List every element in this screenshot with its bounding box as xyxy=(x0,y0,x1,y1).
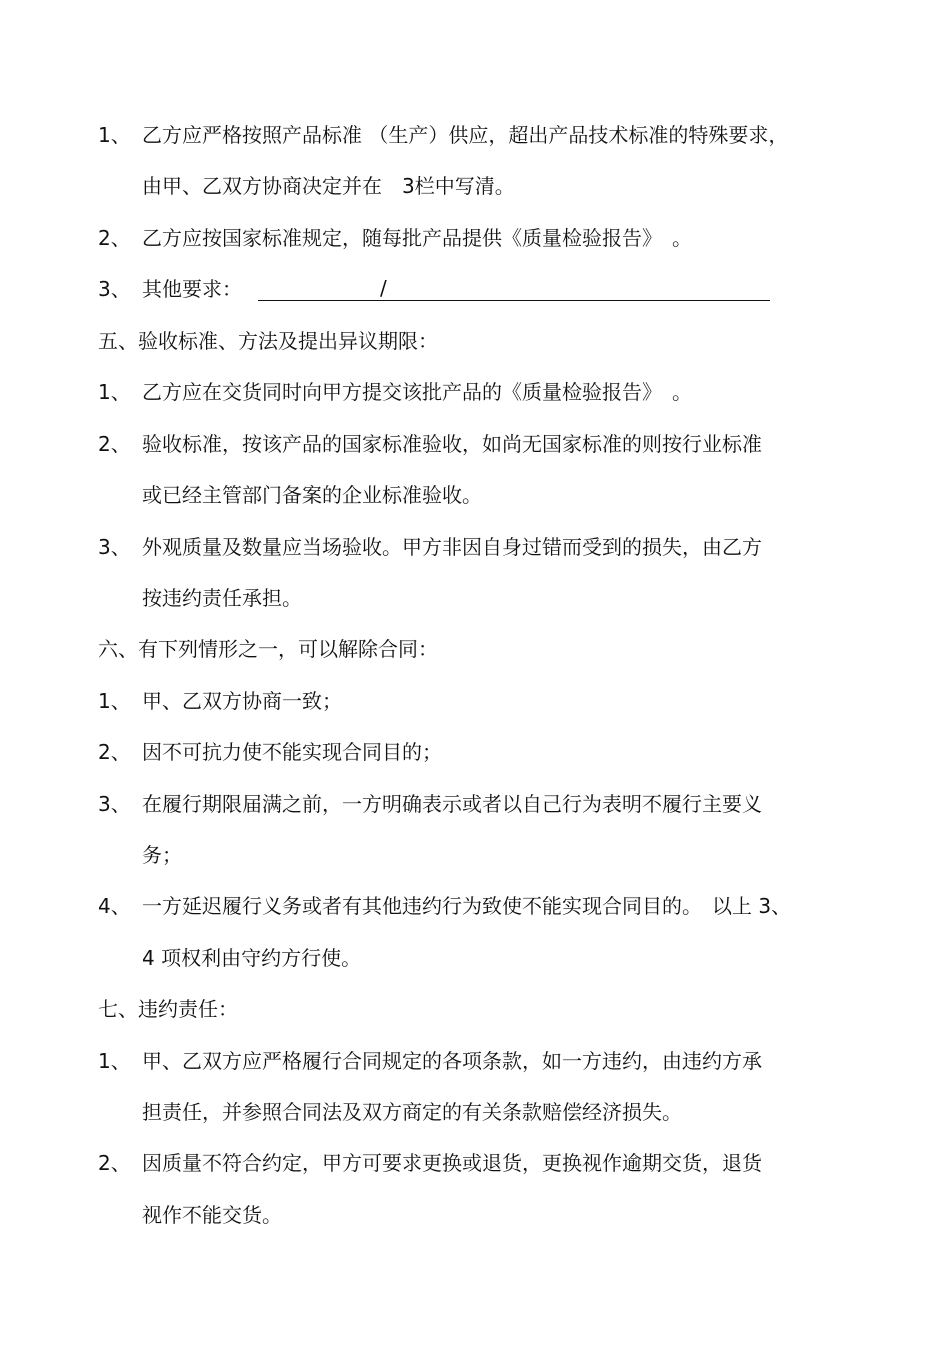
clause-text: 因质量不符合约定，甲方可要求更换或退货，更换视作逾期交货，退货 xyxy=(142,1151,762,1175)
item-number: 2、 xyxy=(98,740,131,764)
other-requirements-field xyxy=(258,276,770,301)
clause-text: 一方延迟履行义务或者有其他违约行为致使不能实现合同目的。 以上 3、 xyxy=(142,894,792,918)
item-number: 1、 xyxy=(98,689,131,713)
clause-text: 乙方应按国家标准规定，随每批产品提供《质量检验报告》 。 xyxy=(142,226,692,250)
clause-text: 甲、乙双方协商一致； xyxy=(142,689,342,713)
item-number: 2、 xyxy=(98,432,131,456)
clause-text: 甲、乙双方应严格履行合同规定的各项条款，如一方违约，由违约方承 xyxy=(142,1049,762,1073)
section-heading: 七、违约责任： xyxy=(98,997,238,1021)
clause-text: 验收标准，按该产品的国家标准验收，如尚无国家标准的则按行业标准 xyxy=(142,432,762,456)
clause-text: 因不可抗力使不能实现合同目的； xyxy=(142,740,442,764)
clause-text: 外观质量及数量应当场验收。甲方非因自身过错而受到的损失，由乙方 xyxy=(142,535,762,559)
clause-text: 担责任，并参照合同法及双方商定的有关条款赔偿经济损失。 xyxy=(142,1100,682,1124)
item-number: 1、 xyxy=(98,123,131,147)
clause-text: 视作不能交货。 xyxy=(142,1203,282,1227)
clause-text: 4 项权利由守约方行使。 xyxy=(142,946,362,970)
clause-text: 乙方应在交货同时向甲方提交该批产品的《质量检验报告》 。 xyxy=(142,380,692,404)
item-number: 4、 xyxy=(98,894,131,918)
clause-text: 务； xyxy=(142,843,182,867)
clause-text: 或已经主管部门备案的企业标准验收。 xyxy=(142,483,482,507)
item-number: 1、 xyxy=(98,1049,131,1073)
item-number: 2、 xyxy=(98,226,131,250)
item-number: 2、 xyxy=(98,1151,131,1175)
field-value: / xyxy=(380,276,387,300)
clause-label: 其他要求： xyxy=(142,277,242,301)
clause-text: 由甲、乙双方协商决定并在 3栏中写清。 xyxy=(142,174,515,198)
section-heading: 五、验收标准、方法及提出异议期限： xyxy=(98,329,438,353)
item-number: 3、 xyxy=(98,535,131,559)
clause-text: 在履行期限届满之前，一方明确表示或者以自己行为表明不履行主要义 xyxy=(142,792,762,816)
item-number: 3、 xyxy=(98,277,131,301)
item-number: 1、 xyxy=(98,380,131,404)
clause-text: 按违约责任承担。 xyxy=(142,586,302,610)
section-heading: 六、有下列情形之一，可以解除合同： xyxy=(98,637,438,661)
item-number: 3、 xyxy=(98,792,131,816)
clause-text: 乙方应严格按照产品标准 （生产）供应，超出产品技术标准的特殊要求， xyxy=(142,123,789,147)
